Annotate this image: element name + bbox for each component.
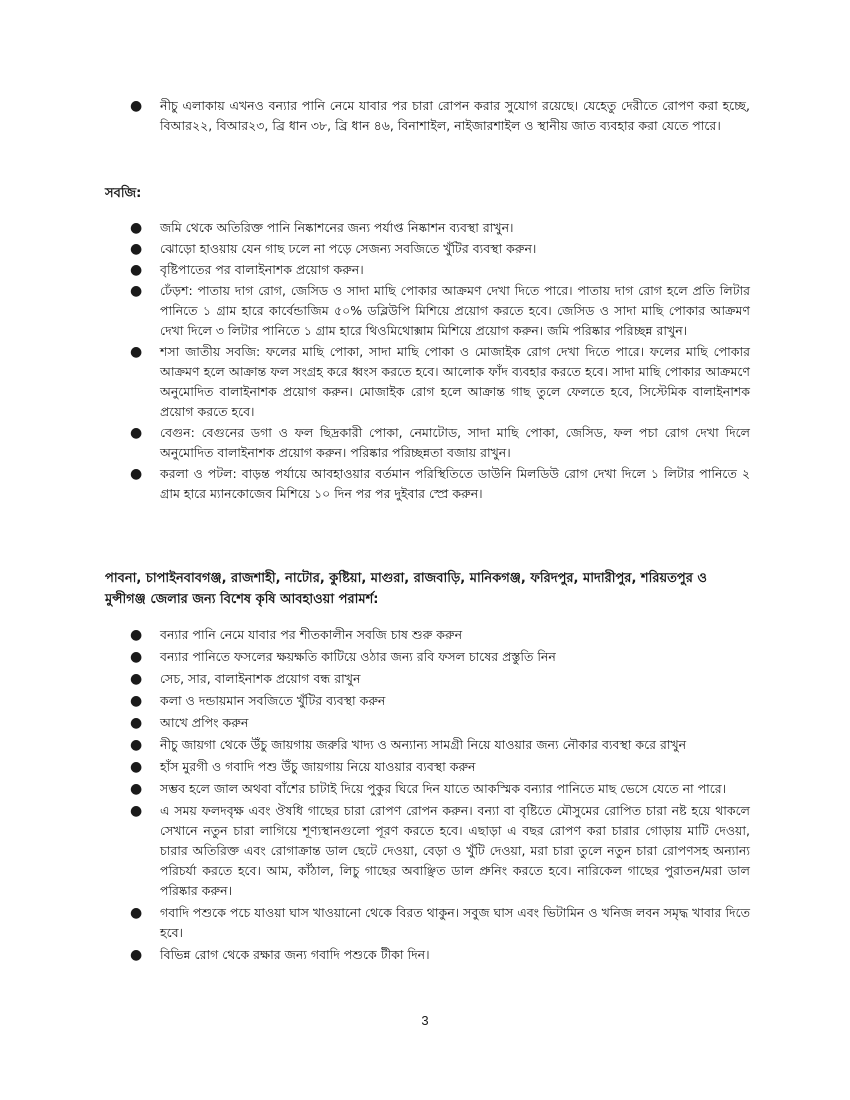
list-item — [0, 239, 850, 259]
list-item-text: নীচু জায়গা থেকে উঁচু জায়গায় জরুরি খাদ্য ও অন্যান্য সামগ্রী নিয়ে যাওয়ার জন্য নৌকার ব্যবস্থা করে রাখুন — [160, 737, 687, 752]
bullet-icon: ● — [130, 466, 143, 482]
section-heading-region-advisory: পাবনা, চাপাইনবাবগঞ্জ, রাজশাহী, নাটোর, কুষ্টিয়া, মাগুরা, রাজবাড়ি, মানিকগঞ্জ, ফরিদপুর, মাদারীপুর, শরিয়তপুর ও মুন্সীগঞ্জ জেলার জন্য বিশেষ কৃষি আবহাওয়া পরামর্শ: — [105, 571, 707, 607]
bullet-icon: ● — [130, 344, 143, 360]
bullet-icon: ● — [130, 715, 143, 731]
list-item — [0, 669, 850, 689]
region-advisory-bullet-list — [0, 625, 850, 967]
list-item-text: জমি থেকে অতিরিক্ত পানি নিষ্কাশনের জন্য পর্যাপ্ত নিষ্কাশন ব্যবস্থা রাখুন। — [160, 220, 514, 235]
list-item-text: ঢেঁড়শ: পাতায় দাগ রোগ, জেসিড ও সাদা মাছি পোকার আক্রমণ দেখা দিতে পারে। পাতায় দাগ রোগ হলে প্রতি লিটার পানিতে ১ গ্রাম হারে কার্বেন্ডাজিম ৫০% ডব্লিউপি মিশিয়ে প্রয়োগ করতে হবে। জেসিড ও সাদা মাছি পোকার আক্রমণ দেখা দিলে ৩ লিটার পানিতে ১ গ্রাম হারে থিওমিথোক্সাম মিশিয়ে প্রয়োগ করুন। জমি পরিষ্কার পরিচ্ছন্ন রাখুন। — [160, 283, 750, 338]
bullet-icon: ● — [130, 781, 143, 797]
list-item — [0, 423, 850, 463]
list-item — [0, 713, 850, 733]
list-item — [0, 96, 850, 136]
list-item — [0, 801, 850, 901]
bullet-icon: ● — [130, 693, 143, 709]
list-item-text: বিভিন্ন রোগ থেকে রক্ষার জন্য গবাদি পশুকে টীকা দিন। — [160, 947, 430, 962]
list-item-text: হাঁস মুরগী ও গবাদি পশু উঁচু জায়গায় নিয়ে যাওয়ার ব্যবস্থা করুন — [160, 759, 476, 774]
bullet-icon: ● — [130, 759, 143, 775]
bullet-icon: ● — [130, 649, 143, 665]
vegetables-bullet-list — [0, 218, 850, 505]
bullet-icon: ● — [130, 947, 143, 963]
list-item-text: ঝোড়ো হাওয়ায় যেন গাছ ঢলে না পড়ে সেজন্য সবজিতে খুঁটির ব্যবস্থা করুন। — [160, 241, 537, 256]
list-item-text: গবাদি পশুকে পচে যাওয়া ঘাস খাওয়ানো থেকে বিরত থাকুন। সবুজ ঘাস এবং ভিটামিন ও খনিজ লবন সমৃদ্ধ খাবার দিতে হবে। — [160, 905, 750, 940]
bullet-icon: ● — [130, 425, 143, 441]
bullet-icon: ● — [130, 241, 143, 257]
bullet-icon: ● — [130, 737, 143, 753]
page-number: 3 — [421, 1013, 429, 1028]
list-item — [0, 464, 850, 504]
list-item-text: সেচ, সার, বালাইনাশক প্রয়োগ বন্ধ রাখুন — [160, 671, 361, 686]
list-item — [0, 281, 850, 341]
bullet-icon: ● — [130, 905, 143, 921]
bullet-icon: ● — [130, 98, 143, 114]
bullet-icon: ● — [130, 671, 143, 687]
list-item-text: আখে প্রপিং করুন — [160, 715, 249, 730]
list-item — [0, 342, 850, 422]
list-item — [0, 691, 850, 711]
bullet-icon: ● — [130, 262, 143, 278]
list-item-text: এ সময় ফলদবৃক্ষ এবং ঔষধি গাছের চারা রোপণ রোপন করুন। বন্যা বা বৃষ্টিতে মৌসুমের রোপিত চারা নষ্ট হয়ে থাকলে সেখানে নতুন চারা লাগিয়ে শূণ্যস্থানগুলো পূরণ করতে হবে। এছাড়া এ বছর রোপণ করা চারার গোড়ায় মাটি দেওয়া, চারার অতিরিক্ত এবং রোগাক্রান্ত ডাল ছেটে দেওয়া, বেড়া ও খুঁটি দেওয়া, মরা চারা তুলে নতুন চারা রোপণসহ অন্যান্য পরিচর্যা করতে হবে। আম, কাঁঠাল, লিচু গাছের অবাঞ্ছিত ডাল প্রুনিং করতে হবে। নারিকেল গাছের পুরাতন/মরা ডাল পরিষ্কার করুন। — [160, 803, 750, 898]
list-item-text: বেগুন: বেগুনের ডগা ও ফল ছিদ্রকারী পোকা, নেমাটোড, সাদা মাছি পোকা, জেসিড, ফল পচা রোগ দেখা দিলে অনুমোদিত বালাইনাশক প্রয়োগ করুন। পরিষ্কার পরিচ্ছন্নতা বজায় রাখুন। — [160, 425, 750, 460]
list-item-text: বন্যার পানি নেমে যাবার পর শীতকালীন সবজি চাষ শুরু করুন — [160, 627, 463, 642]
section-heading-vegetables: সবজি: — [105, 186, 142, 201]
list-item — [0, 647, 850, 667]
list-item-text: বৃষ্টিপাতের পর বালাইনাশক প্রয়োগ করুন। — [160, 262, 364, 277]
list-item — [0, 260, 850, 280]
list-item — [0, 945, 850, 965]
bullet-icon: ● — [130, 627, 143, 643]
list-item-text: করলা ও পটল: বাড়ন্ত পর্যায়ে আবহাওয়ার বর্তমান পরিস্থিতিতে ডাউনি মিলডিউ রোগ দেখা দিলে ১ লিটার পানিতে ২ গ্রাম হারে ম্যানকোজেব মিশিয়ে ১০ দিন পর পর দুইবার স্প্রে করুন। — [160, 466, 750, 501]
list-item — [0, 735, 850, 755]
list-item — [0, 779, 850, 799]
list-item — [0, 625, 850, 645]
bullet-icon: ● — [130, 283, 143, 299]
top-bullet-list — [0, 96, 850, 136]
list-item — [0, 218, 850, 238]
list-item — [0, 757, 850, 777]
bullet-icon: ● — [130, 803, 143, 819]
list-item-text: শসা জাতীয় সবজি: ফলের মাছি পোকা, সাদা মাছি পোকা ও মোজাইক রোগ দেখা দিতে পারে। ফলের মাছি পোকার আক্রমণ হলে আক্রান্ত ফল সংগ্রহ করে ধ্বংস করতে হবে। আলোক ফাঁদ ব্যবহার করতে হবে। সাদা মাছি পোকার আক্রমণে অনুমোদিত বালাইনাশক প্রয়োগ করুন। মোজাইক রোগ হলে আক্রান্ত গাছ তুলে ফেলতে হবে, সিস্টেমিক বালাইনাশক প্রয়োগ করতে হবে। — [160, 344, 750, 419]
list-item-text: বন্যার পানিতে ফসলের ক্ষয়ক্ষতি কাটিয়ে ওঠার জন্য রবি ফসল চাষের প্রস্তুতি নিন — [160, 649, 556, 664]
bullet-icon: ● — [130, 220, 143, 236]
list-item — [0, 903, 850, 943]
list-item-text: সম্ভব হলে জাল অথবা বাঁশের চাটাই দিয়ে পুকুর ঘিরে দিন যাতে আকস্মিক বন্যার পানিতে মাছ ভেসে যেতে না পারে। — [160, 781, 727, 796]
list-item-text: নীচু এলাকায় এখনও বন্যার পানি নেমে যাবার পর চারা রোপন করার সুযোগ রয়েছে। যেহেতু দেরীতে রোপণ করা হচ্ছে, বিআর২২, বিআর২৩, ব্রি ধান ৩৮, ব্রি ধান ৪৬, বিনাশাইল, নাইজারশাইল ও স্থানীয় জাত ব্যবহার করা যেতে পারে। — [160, 98, 750, 133]
list-item-text: কলা ও দন্ডায়মান সবজিতে খুঁটির ব্যবস্থা করুন — [160, 693, 386, 708]
